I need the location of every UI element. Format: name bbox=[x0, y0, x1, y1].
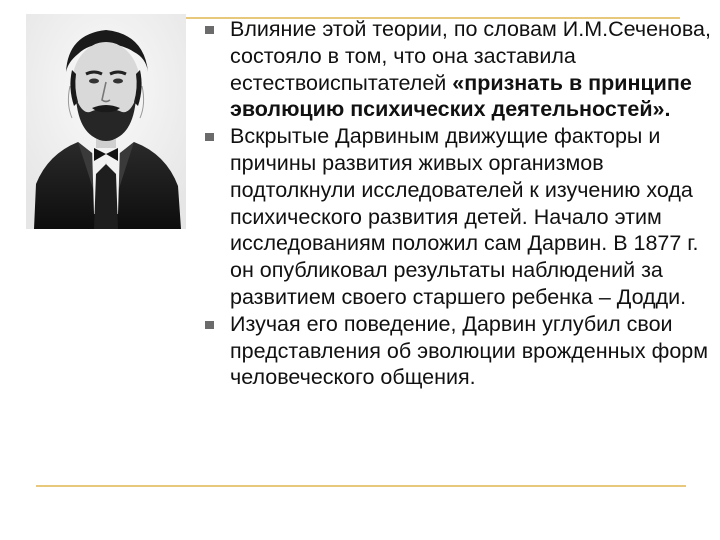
bullet-square-icon bbox=[205, 26, 214, 34]
bullet-square-icon bbox=[205, 321, 214, 329]
bullet-item-3 bbox=[200, 311, 715, 391]
bullet-text-bold-quote: «признать в принципе эволюцию психических деятельностей». bbox=[230, 70, 692, 122]
bottom-rule bbox=[36, 485, 686, 487]
bullet-square-icon bbox=[205, 133, 214, 141]
bullet-text: Изучая его поведение, Дарвин углубил свои представления об эволюции врожденных форм человеческого общения. bbox=[230, 311, 709, 390]
bullet-item-1 bbox=[200, 16, 715, 123]
bullet-item-2 bbox=[200, 123, 715, 311]
portrait-image bbox=[26, 14, 186, 229]
portrait-engraving bbox=[26, 14, 186, 229]
bullet-text: Вскрытые Дарвиным движущие факторы и причины развития живых организмов подтолкнули исследователей к изучению хода психического развития детей. Начало этим исследованиям положил сам Дарвин. В 1877 г. он опубликовал результаты наблюдений за развитием своего старшего ребенка – Додди. bbox=[230, 124, 699, 309]
bullet-text-regular: Влияние этой теории, по словам И.М.Сеченова, состояло в том, что она заставила естествоиспытателей bbox=[230, 17, 711, 95]
bullet-text bbox=[230, 16, 715, 123]
bullet-list bbox=[200, 16, 715, 391]
